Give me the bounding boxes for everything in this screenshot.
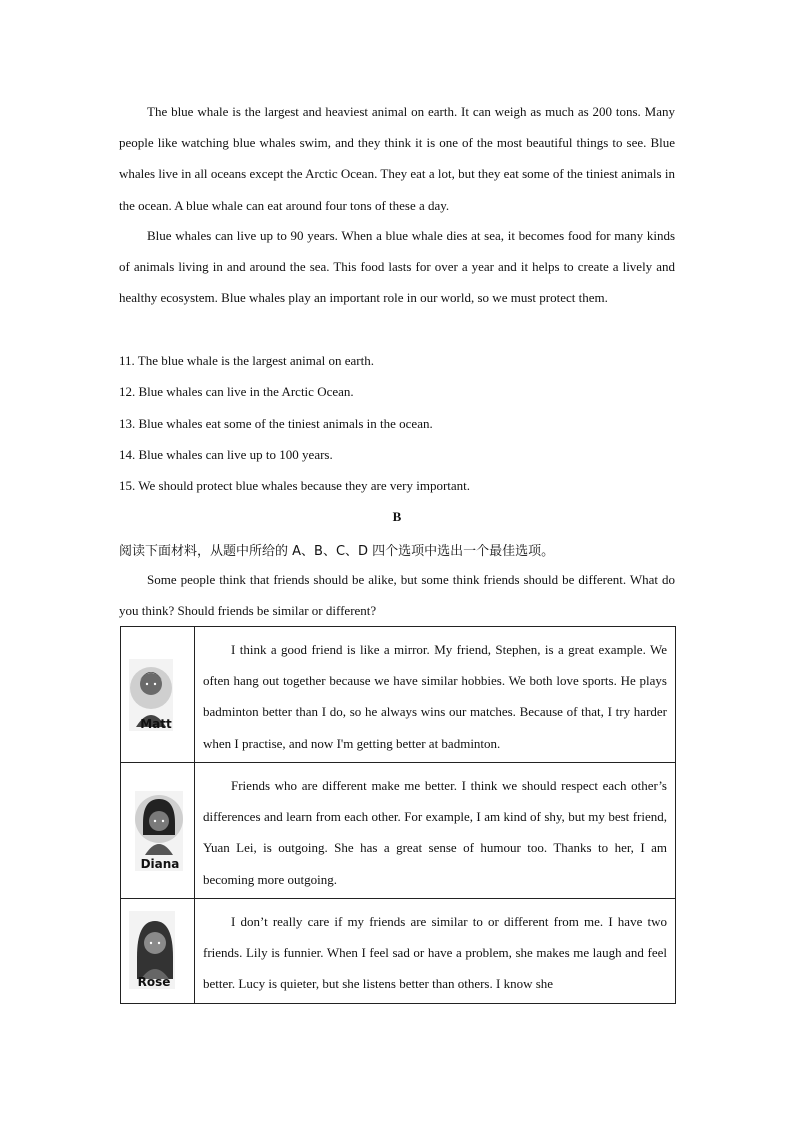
- friend-name: Diana: [140, 857, 180, 871]
- section-b-heading: B: [392, 509, 402, 524]
- boy-avatar-icon: [121, 627, 194, 762]
- friend-text-cell: [195, 763, 676, 899]
- friend-statement: Friends who are different make me better. I think we should respect each other’s differences and learn from each other. For example, I am kind of shy, but my best friend, Yuan Lei, is outgoing. She has a great sense of humour too. Thanks to her, I am becoming more outgoing.: [203, 778, 667, 887]
- passage-a-paragraph-1: The blue whale is the largest and heaviest animal on earth. It can weigh as much as 200 tons. Many people like watching blue whales swim, and they think it is one of the most beautiful things to see. Blue whales live in all oceans except the Arctic Ocean. They eat a lot, but they eat some of the tiniest animals in the ocean. A blue whale can eat around four tons of these a day.: [119, 104, 675, 213]
- section-b-intro: Some people think that friends should be alike, but some think friends should be different. What do you think? Should friends be similar or different?: [119, 572, 675, 619]
- avatar-cell: [121, 763, 195, 899]
- friend-name: Matt: [140, 717, 172, 731]
- avatar-cell: [121, 627, 195, 763]
- section-b-instruction: 阅读下面材料，从题中所给的 A、B、C、D 四个选项中选出一个最佳选项。: [119, 544, 555, 559]
- friend-statement: I think a good friend is like a mirror. My friend, Stephen, is a great example. We often hang out together because we have similar hobbies. We both love sports. He plays badminton better than I do, so he always wins our matches. Because of that, I try harder when I practise, and now I'm getting better at badminton.: [203, 642, 667, 751]
- passage-a-paragraph-2: Blue whales can live up to 90 years. When a blue whale dies at sea, it becomes food for many kinds of animals living in and around the sea. This food lasts for over a year and it helps to create a lively and healthy ecosystem. Blue whales play an important role in our world, so we must protect them.: [119, 228, 675, 306]
- table-row: [121, 899, 676, 1004]
- friend-statement: I don’t really care if my friends are similar to or different from me. I have two friends. Lily is funnier. When I feel sad or have a problem, she makes me laugh and feel better. Lucy is quieter, but she listens better than others. I know she: [203, 914, 667, 992]
- friend-name: Rose: [137, 975, 171, 989]
- friend-text-cell: [195, 627, 676, 763]
- avatar-cell: [121, 899, 195, 1004]
- question-11: 11. The blue whale is the largest animal on earth.: [119, 353, 374, 368]
- table-row: [121, 763, 676, 899]
- question-12: 12. Blue whales can live in the Arctic Ocean.: [119, 384, 354, 399]
- friends-table: [120, 626, 676, 1004]
- question-13: 13. Blue whales eat some of the tiniest animals in the ocean.: [119, 416, 433, 431]
- question-15: 15. We should protect blue whales because they are very important.: [119, 478, 471, 493]
- friend-text-cell: [195, 899, 676, 1004]
- girl-avatar-icon: [121, 763, 194, 898]
- question-14: 14. Blue whales can live up to 100 years.: [119, 447, 333, 462]
- table-row: [121, 627, 676, 763]
